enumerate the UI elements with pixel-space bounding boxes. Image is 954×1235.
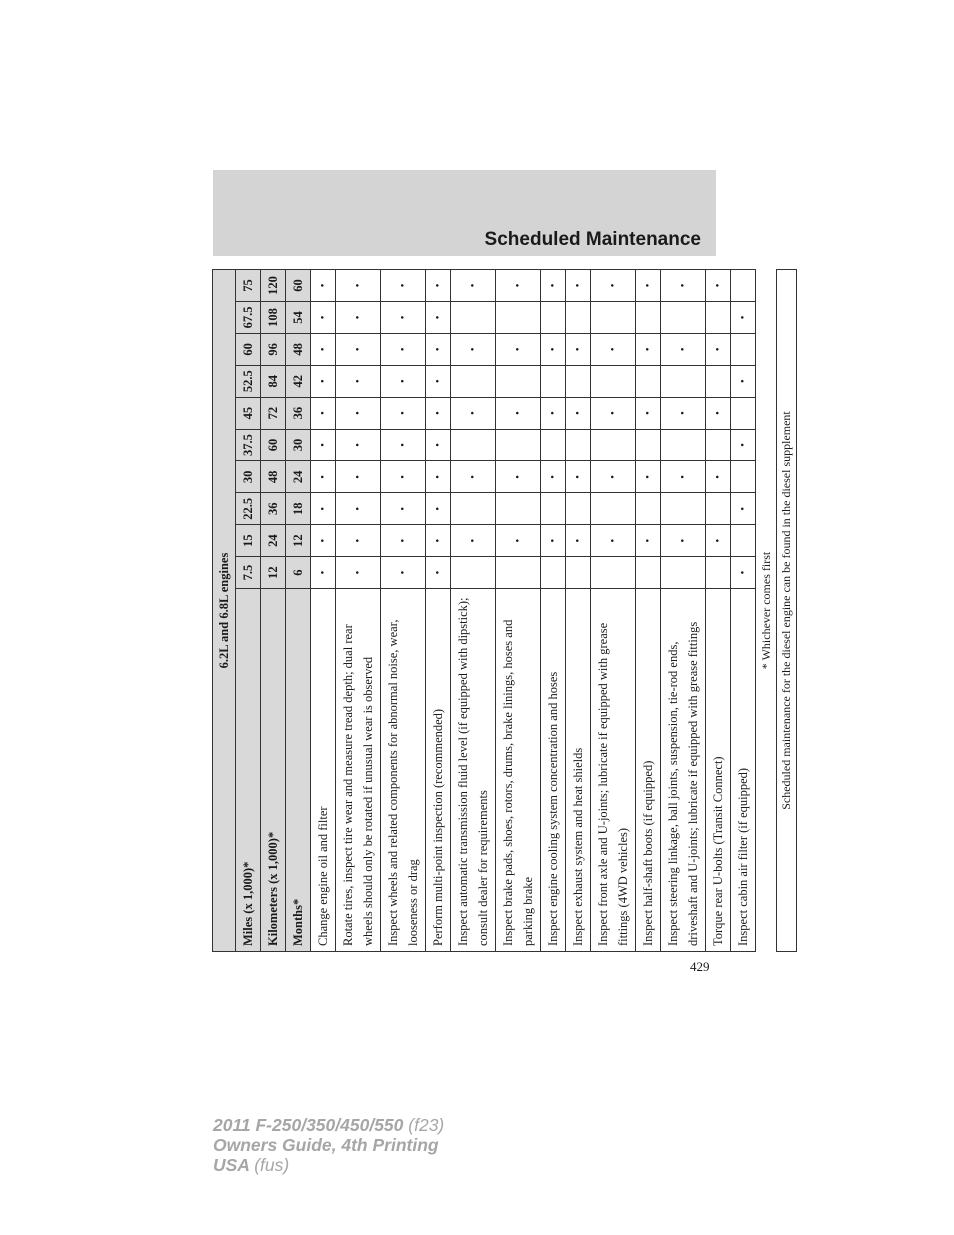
- service-mark: •: [636, 270, 661, 302]
- interval-km: 120: [261, 270, 286, 302]
- interval-km: 12: [261, 557, 286, 589]
- service-mark: •: [731, 429, 756, 461]
- footer: [213, 1115, 444, 1175]
- page-number: 429: [690, 959, 710, 974]
- service-mark: •: [336, 461, 381, 493]
- empty-cell: [661, 493, 706, 525]
- service-mark: •: [381, 525, 426, 557]
- empty-cell: [661, 557, 706, 589]
- service-item: Change engine oil and filter: [311, 589, 336, 952]
- empty-cell: [706, 429, 731, 461]
- empty-cell: [496, 301, 541, 333]
- note-whichever: * Whichever comes first: [756, 270, 777, 952]
- service-mark: •: [636, 333, 661, 365]
- service-mark: •: [336, 301, 381, 333]
- service-mark: •: [591, 397, 636, 429]
- empty-cell: [451, 365, 496, 397]
- empty-cell: [566, 493, 591, 525]
- service-mark: •: [706, 461, 731, 493]
- service-mark: •: [636, 397, 661, 429]
- service-mark: •: [311, 397, 336, 429]
- service-mark: •: [381, 333, 426, 365]
- note-row: [756, 270, 777, 952]
- empty-cell: [541, 557, 566, 589]
- service-mark: •: [311, 270, 336, 302]
- header-label-miles: Miles (x 1,000)*: [236, 589, 261, 952]
- empty-cell: [566, 301, 591, 333]
- service-mark: •: [661, 525, 706, 557]
- service-mark: •: [426, 301, 451, 333]
- service-mark: •: [336, 429, 381, 461]
- service-mark: •: [661, 333, 706, 365]
- interval-km: 48: [261, 461, 286, 493]
- service-mark: •: [496, 461, 541, 493]
- empty-cell: [496, 493, 541, 525]
- service-item: Inspect engine cooling system concentration and hoses: [541, 589, 566, 952]
- table-row: [661, 270, 706, 952]
- table-row: [591, 270, 636, 952]
- empty-cell: [731, 397, 756, 429]
- interval-months: 54: [286, 301, 311, 333]
- service-mark: •: [706, 397, 731, 429]
- service-mark: •: [336, 365, 381, 397]
- service-mark: •: [311, 365, 336, 397]
- table-row: [336, 270, 381, 952]
- section-title: Scheduled Maintenance: [484, 229, 701, 250]
- header-row-km: [261, 270, 286, 952]
- service-mark: •: [311, 461, 336, 493]
- service-mark: •: [336, 493, 381, 525]
- empty-cell: [566, 429, 591, 461]
- header-row-miles: [236, 270, 261, 952]
- interval-months: 12: [286, 525, 311, 557]
- service-mark: •: [706, 525, 731, 557]
- service-item: Inspect brake pads, shoes, rotors, drums, brake linings, hoses and parking brake: [496, 589, 541, 952]
- service-mark: •: [706, 333, 731, 365]
- empty-cell: [541, 493, 566, 525]
- service-mark: •: [591, 333, 636, 365]
- service-mark: •: [381, 493, 426, 525]
- service-mark: •: [311, 557, 336, 589]
- empty-cell: [591, 429, 636, 461]
- service-mark: •: [426, 333, 451, 365]
- service-mark: •: [661, 461, 706, 493]
- interval-months: 24: [286, 461, 311, 493]
- table-row: [311, 270, 336, 952]
- maintenance-table-wrapper: [212, 269, 794, 952]
- service-mark: •: [496, 525, 541, 557]
- service-mark: •: [541, 270, 566, 302]
- service-item: Torque rear U-bolts (Transit Connect): [706, 589, 731, 952]
- service-mark: •: [311, 525, 336, 557]
- service-mark: •: [426, 461, 451, 493]
- empty-cell: [731, 461, 756, 493]
- service-item: Inspect wheels and related components for abnormal noise, wear, looseness or drag: [381, 589, 426, 952]
- footer-market-code: (fus): [254, 1155, 290, 1175]
- empty-cell: [636, 493, 661, 525]
- service-mark: •: [381, 557, 426, 589]
- service-mark: •: [426, 365, 451, 397]
- interval-months: 30: [286, 429, 311, 461]
- table-row: [706, 270, 731, 952]
- table-row: [566, 270, 591, 952]
- empty-cell: [706, 301, 731, 333]
- service-mark: •: [381, 365, 426, 397]
- table-row: [451, 270, 496, 952]
- interval-km: 72: [261, 397, 286, 429]
- service-mark: •: [541, 397, 566, 429]
- service-mark: •: [381, 429, 426, 461]
- service-mark: •: [381, 270, 426, 302]
- service-item: Perform multi-point inspection (recommended): [426, 589, 451, 952]
- table-row: [636, 270, 661, 952]
- service-mark: •: [566, 270, 591, 302]
- table-row: [541, 270, 566, 952]
- interval-months: 6: [286, 557, 311, 589]
- service-mark: •: [541, 333, 566, 365]
- service-mark: •: [661, 397, 706, 429]
- footer-guide: Owners Guide, 4th Printing: [213, 1135, 439, 1155]
- empty-cell: [636, 365, 661, 397]
- empty-cell: [541, 301, 566, 333]
- interval-km: 84: [261, 365, 286, 397]
- service-mark: •: [731, 301, 756, 333]
- empty-cell: [451, 493, 496, 525]
- interval-months: 36: [286, 397, 311, 429]
- empty-cell: [541, 365, 566, 397]
- table-row: [731, 270, 756, 952]
- interval-miles: 37.5: [236, 429, 261, 461]
- service-mark: •: [311, 301, 336, 333]
- service-mark: •: [636, 525, 661, 557]
- service-mark: •: [426, 397, 451, 429]
- maintenance-schedule-table: [212, 269, 797, 952]
- service-mark: •: [426, 557, 451, 589]
- empty-cell: [706, 493, 731, 525]
- header-row-months: [286, 270, 311, 952]
- interval-km: 24: [261, 525, 286, 557]
- empty-cell: [661, 429, 706, 461]
- service-mark: •: [451, 525, 496, 557]
- service-item: Inspect automatic transmission fluid level (if equipped with dipstick); consult dealer for requirements: [451, 589, 496, 952]
- service-mark: •: [661, 270, 706, 302]
- interval-miles: 30: [236, 461, 261, 493]
- service-mark: •: [381, 461, 426, 493]
- interval-months: 18: [286, 493, 311, 525]
- interval-months: 48: [286, 333, 311, 365]
- interval-miles: 60: [236, 333, 261, 365]
- service-mark: •: [731, 493, 756, 525]
- service-item: Inspect exhaust system and heat shields: [566, 589, 591, 952]
- service-mark: •: [451, 270, 496, 302]
- service-mark: •: [336, 333, 381, 365]
- interval-months: 42: [286, 365, 311, 397]
- header-label-months: Months*: [286, 589, 311, 952]
- empty-cell: [496, 429, 541, 461]
- empty-cell: [566, 557, 591, 589]
- empty-cell: [591, 493, 636, 525]
- interval-km: 60: [261, 429, 286, 461]
- service-mark: •: [541, 525, 566, 557]
- service-mark: •: [591, 525, 636, 557]
- footer-model: 2011 F-250/350/450/550: [213, 1115, 404, 1135]
- service-mark: •: [451, 461, 496, 493]
- service-item: Inspect half-shaft boots (if equipped): [636, 589, 661, 952]
- empty-cell: [731, 270, 756, 302]
- header-band: [213, 170, 716, 256]
- interval-miles: 67.5: [236, 301, 261, 333]
- empty-cell: [451, 557, 496, 589]
- service-mark: •: [381, 301, 426, 333]
- empty-cell: [731, 525, 756, 557]
- service-mark: •: [591, 461, 636, 493]
- empty-cell: [496, 365, 541, 397]
- table-title-row: [213, 270, 236, 952]
- diesel-note-row: [777, 270, 797, 952]
- empty-cell: [636, 429, 661, 461]
- interval-km: 96: [261, 333, 286, 365]
- interval-km: 108: [261, 301, 286, 333]
- service-mark: •: [496, 397, 541, 429]
- service-mark: •: [451, 397, 496, 429]
- interval-miles: 15: [236, 525, 261, 557]
- empty-cell: [591, 365, 636, 397]
- empty-cell: [731, 333, 756, 365]
- empty-cell: [451, 429, 496, 461]
- service-mark: •: [496, 333, 541, 365]
- service-mark: •: [566, 397, 591, 429]
- service-mark: •: [311, 429, 336, 461]
- table-row: [381, 270, 426, 952]
- empty-cell: [706, 365, 731, 397]
- empty-cell: [566, 365, 591, 397]
- service-mark: •: [311, 493, 336, 525]
- interval-miles: 45: [236, 397, 261, 429]
- service-mark: •: [426, 270, 451, 302]
- service-mark: •: [566, 525, 591, 557]
- table-row: [496, 270, 541, 952]
- empty-cell: [591, 301, 636, 333]
- service-mark: •: [566, 333, 591, 365]
- service-mark: •: [636, 461, 661, 493]
- service-mark: •: [731, 365, 756, 397]
- service-mark: •: [591, 270, 636, 302]
- empty-cell: [636, 301, 661, 333]
- empty-cell: [706, 557, 731, 589]
- service-mark: •: [496, 270, 541, 302]
- footer-market-line: [213, 1155, 444, 1175]
- service-mark: •: [336, 397, 381, 429]
- empty-cell: [661, 301, 706, 333]
- empty-cell: [636, 557, 661, 589]
- footer-model-code: (f23): [408, 1115, 445, 1135]
- service-mark: •: [381, 397, 426, 429]
- note-diesel: Scheduled maintenance for the diesel engine can be found in the diesel supplement: [777, 270, 797, 952]
- header-label-km: Kilometers (x 1,000)*: [261, 589, 286, 952]
- interval-miles: 22.5: [236, 493, 261, 525]
- footer-market: USA: [213, 1155, 250, 1175]
- service-mark: •: [426, 493, 451, 525]
- service-mark: •: [426, 525, 451, 557]
- empty-cell: [451, 301, 496, 333]
- interval-miles: 52.5: [236, 365, 261, 397]
- empty-cell: [496, 557, 541, 589]
- service-mark: •: [706, 270, 731, 302]
- table-title: 6.2L and 6.8L engines: [213, 270, 236, 952]
- table-row: [426, 270, 451, 952]
- service-item: Inspect steering linkage, ball joints, suspension, tie-rod ends, driveshaft and U-joints; lubricate if equipped with grease fittings: [661, 589, 706, 952]
- empty-cell: [661, 365, 706, 397]
- interval-miles: 7.5: [236, 557, 261, 589]
- interval-months: 60: [286, 270, 311, 302]
- service-mark: •: [451, 333, 496, 365]
- service-mark: •: [336, 557, 381, 589]
- service-item: Inspect front axle and U-joints; lubricate if equipped with grease fittings (4WD vehicles): [591, 589, 636, 952]
- service-mark: •: [336, 525, 381, 557]
- service-mark: •: [426, 429, 451, 461]
- empty-cell: [591, 557, 636, 589]
- service-mark: •: [566, 461, 591, 493]
- service-item: Rotate tires, inspect tire wear and measure tread depth; dual rear wheels should only be rotated if unusual wear is observed: [336, 589, 381, 952]
- footer-model-line: [213, 1115, 444, 1135]
- empty-cell: [541, 429, 566, 461]
- service-mark: •: [541, 461, 566, 493]
- service-mark: •: [731, 557, 756, 589]
- service-mark: •: [336, 270, 381, 302]
- service-mark: •: [311, 333, 336, 365]
- interval-miles: 75: [236, 270, 261, 302]
- service-item: Inspect cabin air filter (if equipped): [731, 589, 756, 952]
- interval-km: 36: [261, 493, 286, 525]
